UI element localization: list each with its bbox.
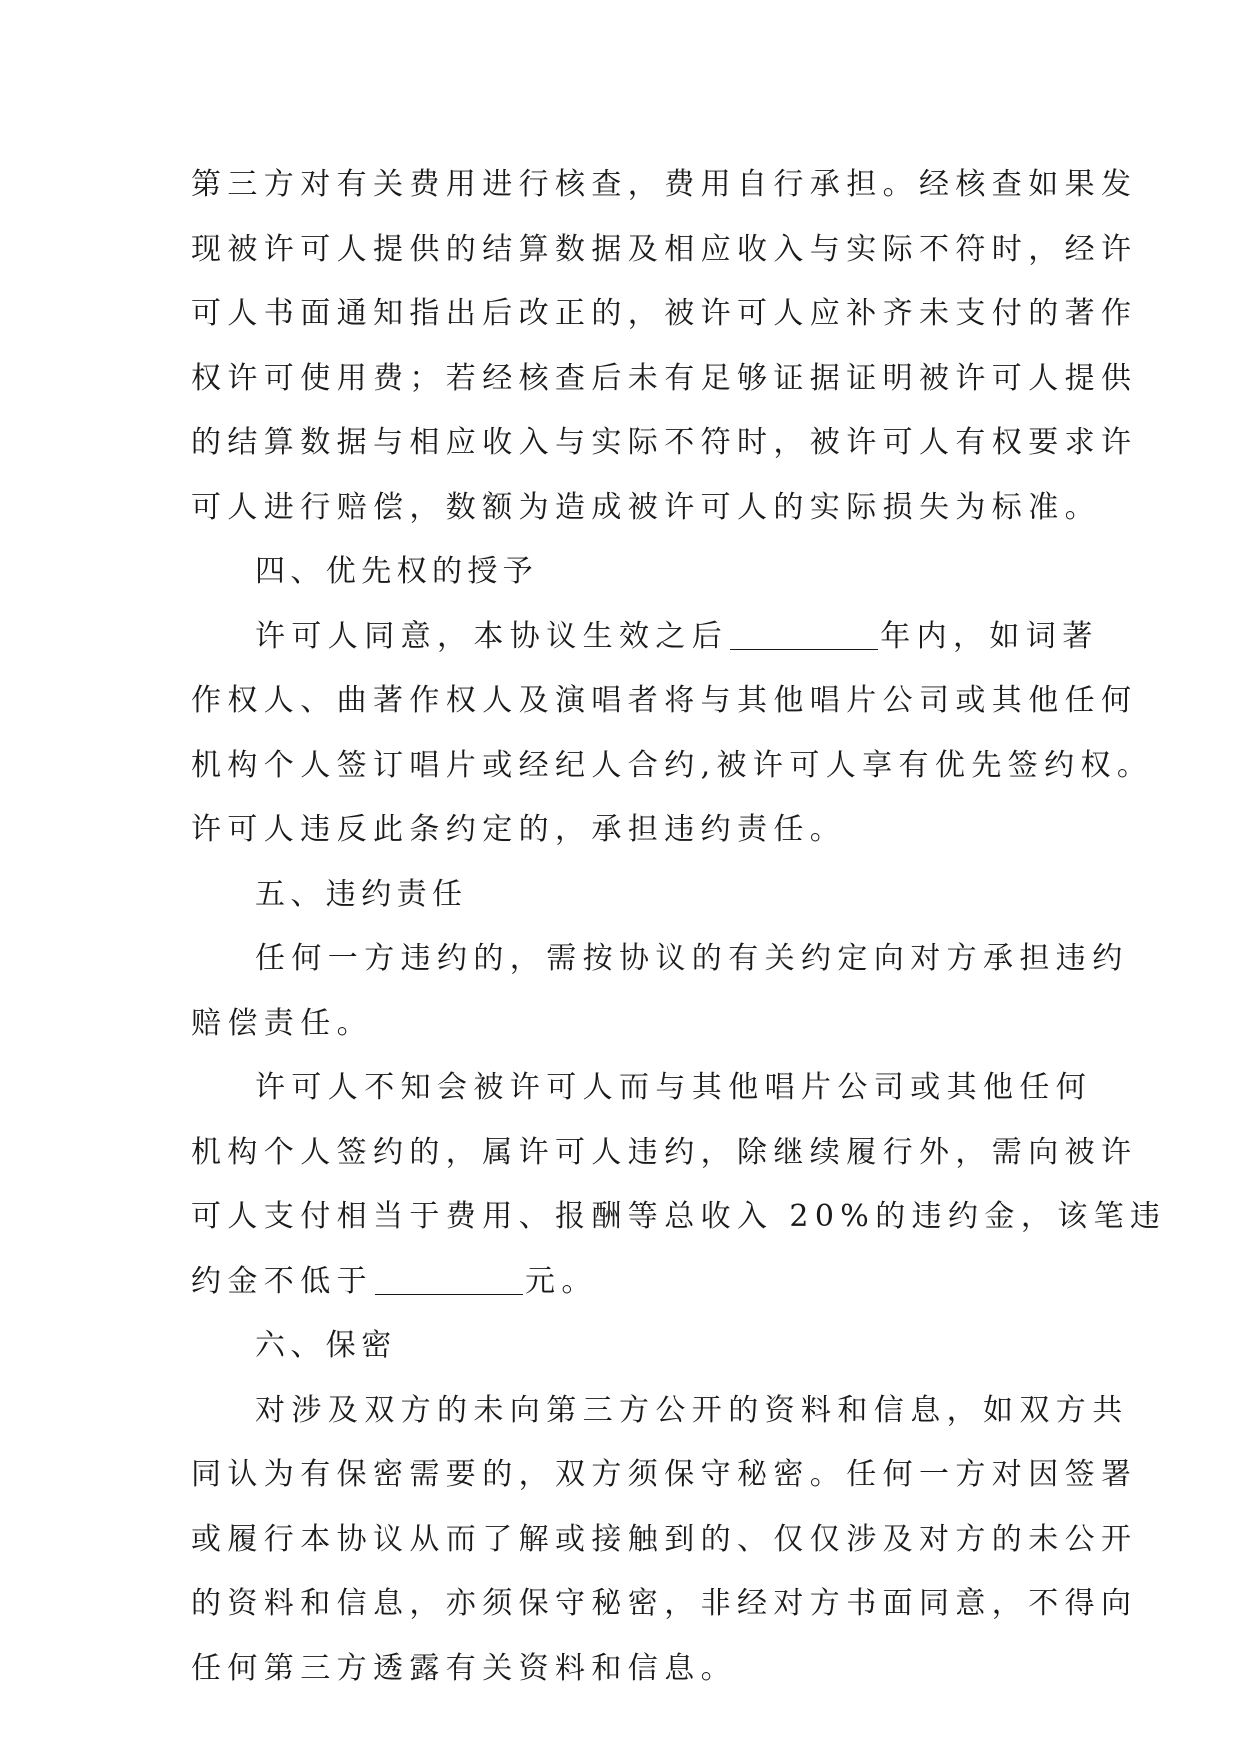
text-segment: 元。 (525, 1263, 598, 1299)
text-line: 的结算数据与相应收入与实际不符时，被许可人有权要求许 (191, 425, 1138, 460)
text-line: 作权人、曲著作权人及演唱者将与其他唱片公司或其他任何 (191, 683, 1138, 718)
text-line (191, 1250, 1051, 1315)
text-line: 赔偿责任。 (191, 1005, 373, 1041)
section-heading-confidentiality: 六、保密 (255, 1328, 397, 1363)
text-line: 可人进行赔偿，数额为造成被许可人的实际损失为标准。 (191, 489, 1101, 525)
blank-years-field (730, 613, 878, 650)
text-line: 或履行本协议从而了解或接触到的、仅仅涉及对方的未公开 (191, 1521, 1138, 1557)
section-heading-priority-right: 四、优先权的授予 (255, 554, 539, 589)
text-line: 现被许可人提供的结算数据及相应收入与实际不符时，经许 (191, 231, 1138, 267)
text-line: 许可人不知会被许可人而与其他唱片公司或其他任何 (255, 1070, 1093, 1105)
text-line: 权许可使用费；若经核查后未有足够证据证明被许可人提供 (191, 360, 1138, 396)
text-line: 机构个人签订唱片或经纪人合约,被许可人享有优先签约权。 (191, 747, 1154, 783)
document-body (191, 153, 1167, 1701)
text-line: 可人书面通知指出后改正的，被许可人应补齐未支付的著作 (191, 296, 1138, 331)
text-line: 任何第三方透露有关资料和信息。 (191, 1650, 737, 1686)
text-line: 的资料和信息，亦须保守秘密，非经对方书面同意，不得向 (191, 1586, 1138, 1621)
text-segment: 约金不低于 (191, 1263, 373, 1299)
text-line: 机构个人签约的，属许可人违约，除继续履行外，需向被许 (191, 1134, 1138, 1170)
text-line: 第三方对有关费用进行核查，费用自行承担。经核查如果发 (191, 167, 1138, 202)
text-segment: 许可人同意，本协议生效之后 (255, 618, 729, 654)
section-heading-breach-liability: 五、违约责任 (255, 876, 468, 912)
text-line: 任何一方违约的，需按协议的有关约定向对方承担违约 (255, 941, 1129, 976)
text-segment: 年内，如词著 (880, 618, 1099, 654)
text-line: 同认为有保密需要的，双方须保守秘密。任何一方对因签署 (191, 1457, 1138, 1492)
blank-amount-field (375, 1258, 523, 1295)
text-line: 对涉及双方的未向第三方公开的资料和信息，如双方共 (255, 1392, 1129, 1428)
text-line (191, 605, 1099, 670)
text-line: 许可人违反此条约定的，承担违约责任。 (191, 812, 847, 847)
text-line: 可人支付相当于费用、报酬等总收入 20%的违约金，该笔违 (191, 1199, 1167, 1234)
